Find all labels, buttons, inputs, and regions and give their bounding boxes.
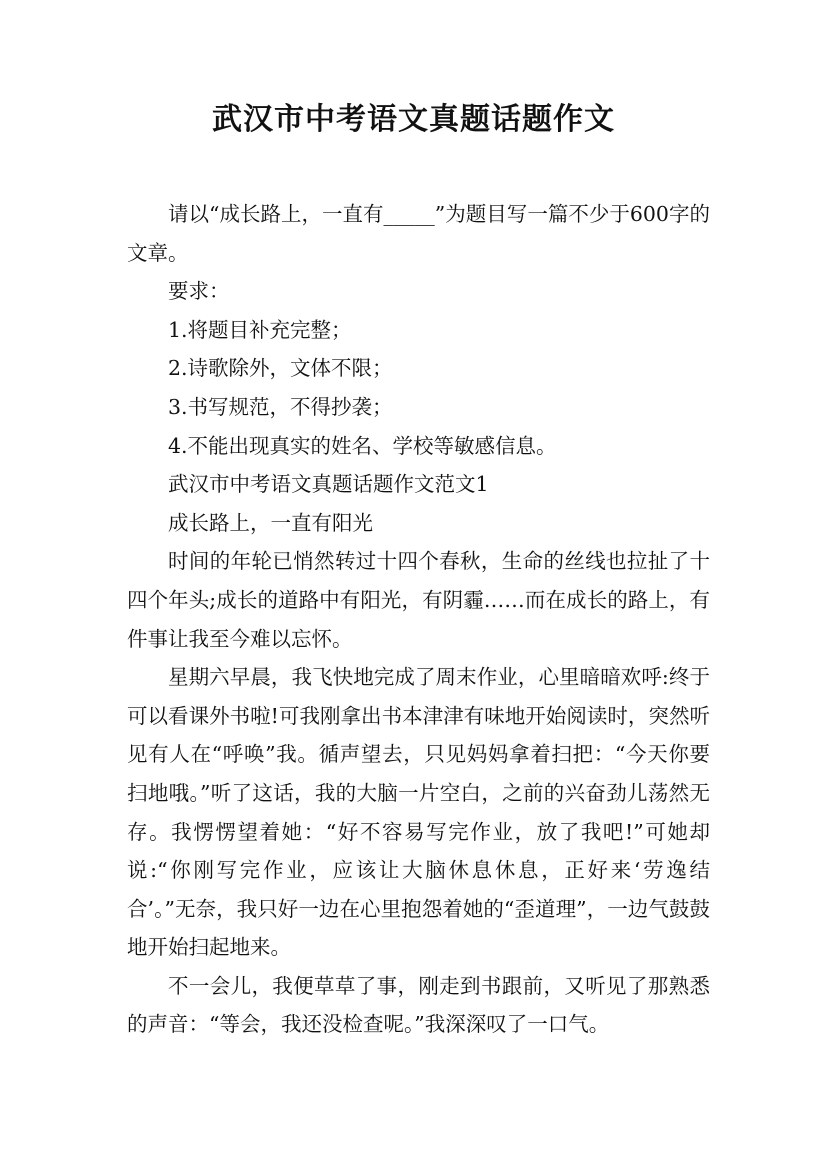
essay-paragraph-1: 时间的年轮已悄然转过十四个春秋，生命的丝线也拉扯了十四个年头;成长的道路中有阳光，有阴霾……而在成长的路上，有件事让我至今难以忘怀。 [127,549,710,651]
requirement-item-4: 4.不能出现真实的姓名、学校等敏感信息。 [168,433,557,458]
essay-paragraph-3: 不一会儿，我便草草了事，刚走到书跟前，又听见了那熟悉的声音：“等会，我还没检查呢。”我深深叹了一口气。 [127,973,710,1037]
requirements-heading: 要求： [168,279,230,304]
requirement-item-1: 1.将题目补充完整； [168,317,352,342]
document-body [127,195,710,1044]
requirement-item-3: 3.书写规范，不得抄袭； [168,394,393,419]
document-title: 武汉市中考语文真题话题作文 [212,102,615,137]
essay-paragraph-2: 星期六早晨，我飞快地完成了周末作业，心里暗暗欢呼:终于可以看课外书啦!可我刚拿出书本津津有味地开始阅读时，突然听见有人在“呼唤”我。循声望去，只见妈妈拿着扫把：“今天你要扫地哦。”听了这话，我的大脑一片空白，之前的兴奋劲儿荡然无存。我愣愣望着她：“好不容易写完作业，放了我吧!”可她却说:“你刚写完作业，应该让大脑休息休息，正好来‘劳逸结合’。”无奈，我只好一边在心里抱怨着她的“歪道理”，一边气鼓鼓地开始扫起地来。 [127,665,710,960]
requirement-item-2: 2.诗歌除外，文体不限； [168,356,393,381]
essay-title: 成长路上，一直有阳光 [168,510,373,535]
sample-essay-heading: 武汉市中考语文真题话题作文范文1 [168,472,489,497]
prompt-paragraph: 请以“成长路上，一直有_____”为题目写一篇不少于600字的文章。 [127,202,710,265]
